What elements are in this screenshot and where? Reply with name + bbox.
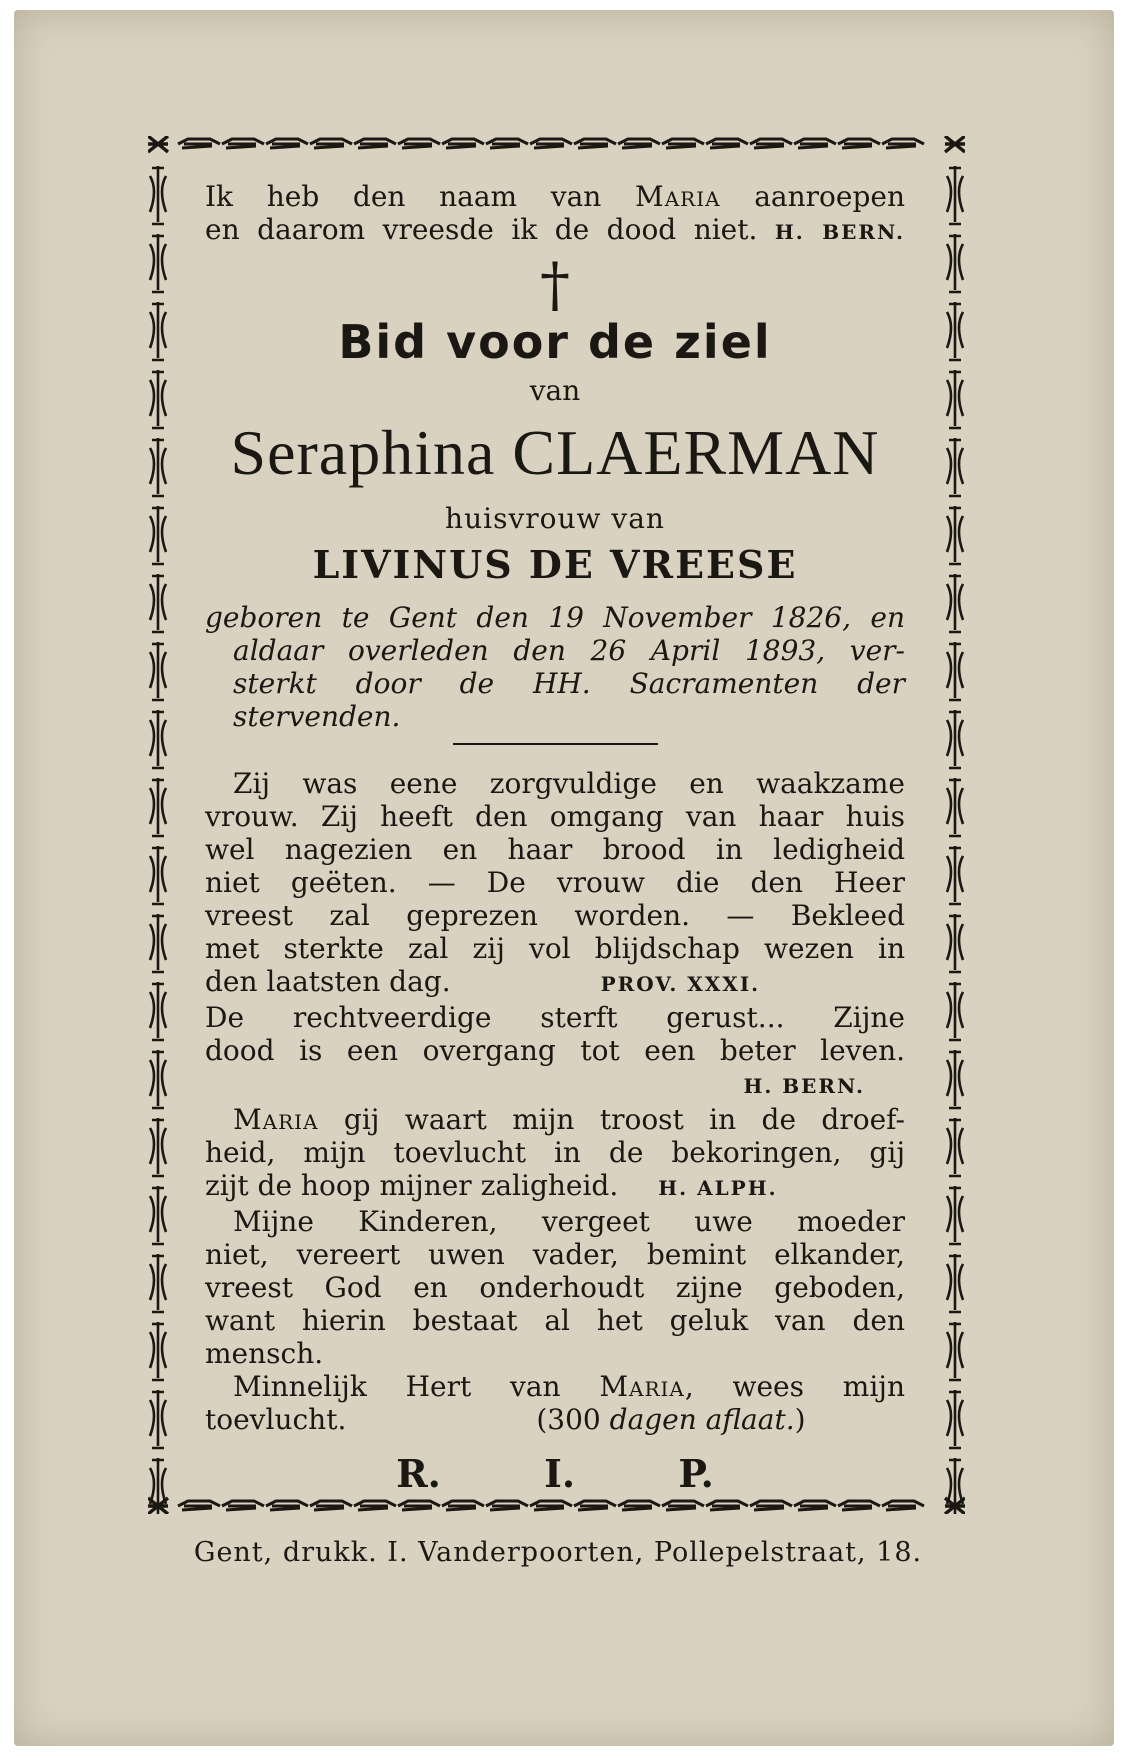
border-ornament-left — [150, 370, 166, 428]
border-ornament-bottom — [222, 1501, 264, 1510]
border-ornament-top — [706, 139, 748, 148]
border-ornament-left — [150, 914, 166, 972]
border-ornament-bottom — [574, 1501, 616, 1510]
border-ornament-right — [947, 710, 963, 768]
spouse-name: LIVINUS DE VREESE — [312, 542, 798, 587]
text-line: vreest God en onderhoudt zijne geboden, — [205, 1271, 905, 1304]
border-ornament-right — [947, 574, 963, 632]
border-ornament-left — [150, 1322, 166, 1380]
border-ornament-right — [947, 506, 963, 564]
scripture-ref: H. BERN. — [743, 1074, 865, 1098]
border-ornament-right — [947, 914, 963, 972]
quote-line-2: en daarom vreesde ik de dood niet. H. BERN. — [205, 213, 905, 246]
border-ornament-top — [794, 139, 836, 148]
border-ornament-right — [947, 846, 963, 904]
border-ornament-right — [947, 302, 963, 360]
border-ornament-top — [442, 139, 484, 148]
border-ornament-top — [310, 139, 352, 148]
card-text — [205, 180, 905, 1498]
cross-icon: † — [540, 250, 570, 320]
border-ornament-top — [266, 139, 308, 148]
border-ornament-top — [354, 139, 396, 148]
border-ornament-bottom — [354, 1501, 396, 1510]
birth-line-2: aldaar overleden den 26 April 1893, ver- — [233, 634, 905, 667]
border-corner — [148, 136, 168, 152]
text-line: zijt de hoop mijner zaligheid. H. ALPH. — [205, 1169, 778, 1202]
text-line: heid, mijn toevlucht in de bekoringen, gij — [205, 1136, 905, 1169]
border-ornament-bottom — [530, 1501, 572, 1510]
text-line: Maria gij waart mijn troost in de droef- — [233, 1103, 905, 1136]
border-ornament-left — [150, 1390, 166, 1448]
border-ornament-right — [947, 1390, 963, 1448]
text-line: met sterkte zal zij vol blijdschap wezen in — [205, 932, 905, 965]
border-ornament-bottom — [794, 1501, 836, 1510]
border-ornament-top — [838, 139, 880, 148]
text-line: den laatsten dag. PROV. XXXI. — [205, 965, 761, 998]
van-label: van — [529, 374, 581, 407]
text-line: vreest zal geprezen worden. — Bekleed — [205, 899, 905, 932]
border-ornament-right — [947, 1186, 963, 1244]
border-ornament-top — [486, 139, 528, 148]
text-line: niet geëten. — De vrouw die den Heer — [205, 866, 905, 899]
border-ornament-left — [150, 234, 166, 292]
divider — [453, 743, 658, 745]
border-ornament-right — [947, 166, 963, 224]
text-line: Mijne Kinderen, vergeet uwe moeder — [233, 1205, 905, 1238]
birth-line-3: sterkt door de HH. Sacramenten der — [233, 667, 905, 700]
text-line: niet, vereert uwen vader, bemint elkander, — [205, 1238, 905, 1271]
border-ornament-bottom — [398, 1501, 440, 1510]
border-ornament-top — [178, 139, 220, 148]
border-ornament-left — [150, 574, 166, 632]
border-ornament-bottom — [750, 1501, 792, 1510]
border-ornament-right — [947, 1050, 963, 1108]
border-ornament-right — [947, 982, 963, 1040]
scripture-ref: H. ALPH. — [658, 1176, 778, 1200]
border-ornament-bottom — [618, 1501, 660, 1510]
text-line: Minnelijk Hert van Maria, wees mijn — [233, 1370, 905, 1403]
birth-line-1: geboren te Gent den 19 November 1826, en — [205, 601, 905, 634]
border-ornament-right — [947, 1254, 963, 1312]
border-ornament-left — [150, 1254, 166, 1312]
border-ornament-bottom — [442, 1501, 484, 1510]
border-ornament-top — [882, 139, 924, 148]
border-ornament-right — [947, 778, 963, 836]
birth-line-4: stervenden. — [233, 700, 401, 733]
border-ornament-left — [150, 642, 166, 700]
border-ornament-left — [150, 1186, 166, 1244]
border-ornament-left — [150, 302, 166, 360]
text-line: vrouw. Zij heeft den omgang van haar huis — [205, 800, 905, 833]
border-ornament-right — [947, 1322, 963, 1380]
border-ornament-top — [530, 139, 572, 148]
heading: Bid voor de ziel — [338, 315, 772, 369]
text-line: Zij was eene zorgvuldige en waakzame — [233, 767, 905, 800]
deceased-name: Seraphina CLAERMAN — [230, 417, 880, 488]
border-ornament-right — [947, 234, 963, 292]
border-ornament-top — [398, 139, 440, 148]
text-line: want hierin bestaat al het geluk van den — [205, 1304, 905, 1337]
border-ornament-left — [150, 1118, 166, 1176]
border-ornament-right — [947, 370, 963, 428]
border-ornament-left — [150, 710, 166, 768]
border-ornament-left — [150, 778, 166, 836]
border-ornament-top — [618, 139, 660, 148]
border-ornament-right — [947, 1118, 963, 1176]
border-ornament-top — [222, 139, 264, 148]
border-ornament-right — [947, 438, 963, 496]
border-ornament-bottom — [838, 1501, 880, 1510]
border-ornament-left — [150, 506, 166, 564]
border-ornament-top — [750, 139, 792, 148]
border-ornament-left — [150, 846, 166, 904]
border-ornament-top — [662, 139, 704, 148]
border-ornament-top — [574, 139, 616, 148]
border-ornament-left — [150, 982, 166, 1040]
printer-imprint: Gent, drukk. I. Vanderpoorten, Pollepelstraat, 18. — [193, 1537, 923, 1568]
text-line: mensch. — [205, 1337, 324, 1370]
border-corner — [945, 136, 965, 152]
quote-line-1: Ik heb den naam van Maria aanroepen — [205, 180, 905, 213]
border-ornament-left — [150, 166, 166, 224]
rip-label: R. I. P. — [396, 1451, 714, 1496]
border-ornament-bottom — [662, 1501, 704, 1510]
border-ornament-bottom — [706, 1501, 748, 1510]
border-ornament-left — [150, 1050, 166, 1108]
scripture-ref: PROV. XXXI. — [600, 972, 761, 996]
text-line: toevlucht. (300 dagen aflaat.) — [205, 1403, 806, 1436]
border-ornament-bottom — [178, 1501, 220, 1510]
text-line: dood is een overgang tot een beter leven. — [205, 1034, 905, 1067]
border-ornament-bottom — [266, 1501, 308, 1510]
border-ornament-bottom — [882, 1501, 924, 1510]
border-ornament-left — [150, 438, 166, 496]
border-ornament-bottom — [486, 1501, 528, 1510]
text-line: De rechtveerdige sterft gerust... Zijne — [205, 1001, 905, 1034]
relation-label: huisvrouw van — [445, 502, 665, 535]
text-line: wel nagezien en haar brood in ledigheid — [205, 833, 905, 866]
border-ornament-bottom — [310, 1501, 352, 1510]
text-body — [205, 767, 905, 1436]
text-line — [205, 1067, 905, 1103]
border-ornament-right — [947, 642, 963, 700]
